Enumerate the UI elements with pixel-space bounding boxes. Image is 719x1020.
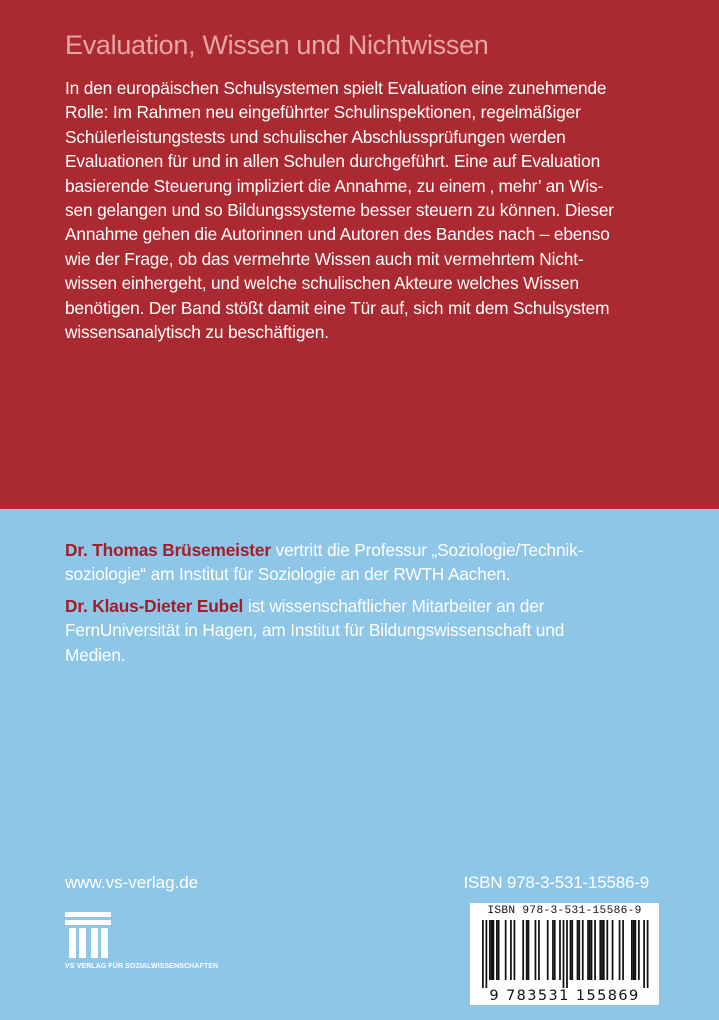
vs-verlag-logo-icon — [65, 912, 265, 982]
barcode-bar — [601, 920, 603, 980]
barcode-bar — [591, 920, 593, 980]
barcode-bar — [578, 920, 580, 980]
barcode-bar — [514, 920, 516, 980]
book-blurb — [65, 76, 665, 344]
barcode-bar — [599, 920, 601, 980]
publisher-website: www.vs-verlag.de — [65, 873, 199, 892]
blurb-line: Rolle: Im Rahmen neu eingeführter Schulinspektionen, regelmäßiger — [65, 102, 581, 123]
barcode-bar — [535, 920, 537, 980]
barcode-bar — [554, 920, 556, 980]
barcode-bar — [634, 920, 636, 980]
blurb-line: In den europäischen Schulsystemen spielt Evaluation eine zunehmende — [65, 78, 607, 98]
barcode-bar — [510, 920, 512, 980]
barcode-bar — [498, 920, 500, 980]
blurb-line: basierende Steuerung impliziert die Annahme, zu einem ‚ mehr’ an Wis- — [65, 175, 604, 196]
barcode-bar — [612, 920, 614, 980]
barcode-bar — [577, 920, 579, 980]
author-bio-text: ist wissenschaftlicher Mitarbeiter an der — [243, 596, 545, 616]
barcode-bar — [587, 920, 589, 980]
barcode-bar — [547, 920, 549, 980]
barcode-bar — [563, 920, 565, 988]
author-name: Dr. Thomas Brüsemeister — [65, 540, 271, 560]
barcode-bar — [526, 920, 528, 980]
barcode-bar — [505, 920, 507, 980]
blurb-line: wissensanalytisch zu beschäftigen. — [65, 322, 329, 343]
barcode-bar — [594, 920, 596, 980]
isbn-barcode — [470, 903, 659, 1005]
blurb-line: sen gelangen und so Bildungssysteme besser steuern zu können. Dieser — [65, 200, 614, 221]
author-name: Dr. Klaus-Dieter Eubel — [65, 596, 244, 616]
blurb-line: benötigen. Der Band stößt damit eine Tür auf, sich mit dem Schulsystem — [65, 297, 610, 318]
barcode-bar — [528, 920, 530, 980]
barcode-bar — [566, 920, 568, 988]
barcode-bar — [559, 920, 561, 980]
author-bio-text: vertritt die Professur „Soziologie/Technik- — [270, 540, 584, 560]
barcode-bar — [582, 920, 584, 980]
barcode-bar — [493, 920, 495, 980]
barcode-bar — [486, 920, 488, 988]
barcode-bar — [570, 920, 572, 980]
blurb-line: wie der Frage, ob das vermehrte Wissen auch mit vermehrtem Nicht- — [65, 248, 584, 269]
barcode-bar — [491, 920, 493, 980]
barcode-number: 9 783531 155869 — [489, 988, 640, 1004]
barcode-bar — [647, 920, 649, 988]
barcode-bar — [538, 920, 540, 980]
author-bio-line: soziologie“ am Institut für Soziologie an der RWTH Aachen. — [65, 564, 511, 585]
blurb-line: Schülerleistungstests und schulischer Abschlussprüfungen werden — [65, 126, 566, 147]
cover-top-panel — [0, 0, 719, 509]
barcode-bar — [522, 920, 524, 980]
barcode-isbn-text: ISBN 978-3-531-15586-9 — [487, 905, 642, 917]
author-bio-line — [65, 538, 665, 562]
barcode-bar — [606, 920, 608, 980]
barcode-bar — [603, 920, 605, 980]
blurb-line: Annahme gehen die Autorinnen und Autoren des Bandes nach – ebenso — [65, 224, 610, 245]
isbn-label: ISBN 978-3-531-15586-9 — [463, 873, 649, 892]
barcode-bar — [482, 920, 484, 988]
barcode-bar — [619, 920, 621, 980]
barcode-bar — [622, 920, 624, 980]
barcode-bars — [476, 920, 653, 988]
barcode-bar — [631, 920, 633, 980]
author-bio-line: Medien. — [65, 644, 126, 665]
author-bio-line — [65, 594, 665, 618]
author-bio-2 — [65, 594, 665, 667]
barcode-bar — [643, 920, 645, 988]
author-bio-1 — [65, 538, 665, 587]
author-bio-line: FernUniversität in Hagen, am Institut für Bildungswissenschaft und — [65, 620, 565, 641]
barcode-bar — [552, 920, 554, 980]
barcode-bar — [633, 920, 635, 980]
barcode-bar — [638, 920, 640, 980]
blurb-line: wissen einhergeht, und welche schulischen Akteure welches Wissen — [65, 273, 579, 294]
barcode-bar — [489, 920, 491, 980]
blurb-line: Evaluationen für und in allen Schulen durchgeführt. Eine auf Evaluation — [65, 151, 601, 172]
publisher-logo-text: VS VERLAG FÜR SOZIALWISSENSCHAFTEN — [65, 963, 219, 970]
barcode-bar — [496, 920, 498, 980]
barcode-bar — [589, 920, 591, 980]
barcode-bar — [571, 920, 573, 980]
book-title: Evaluation, Wissen und Nichtwissen — [65, 30, 489, 60]
